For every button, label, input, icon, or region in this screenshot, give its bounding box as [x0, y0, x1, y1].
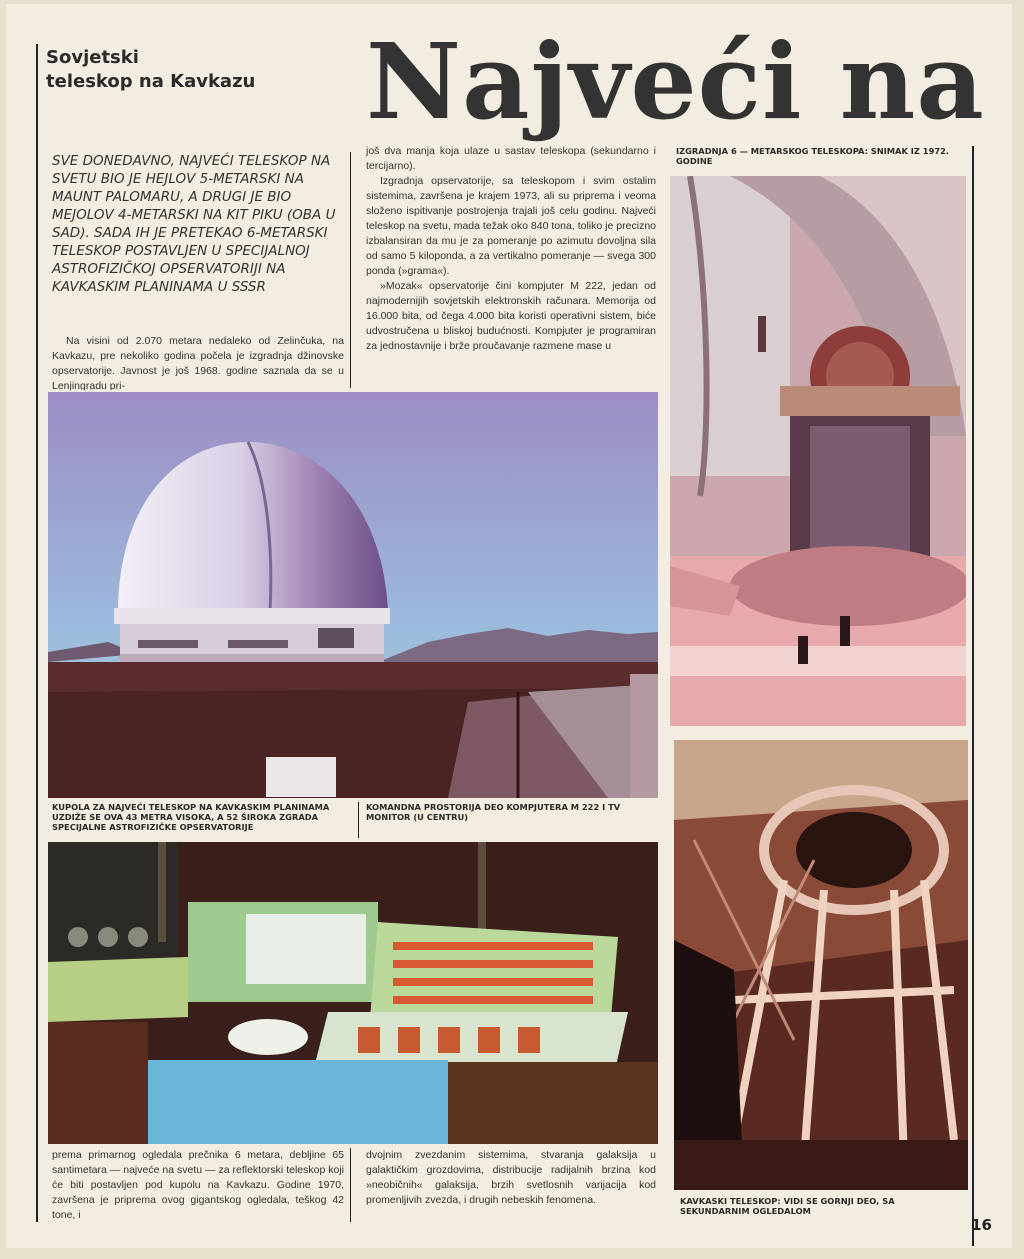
lead-bracket — [350, 152, 351, 388]
magazine-page — [6, 4, 1012, 1248]
body-paragraph: dvojnim zvezdanim sistemima, stvaranja galaksija u galaktičkim grozdovima, distribucije radijalnih brzina kod »neobičnih« galaksija, brzih svetlosnih varijacija kod promenljivih zvezda, i drugih nebeskih fenomena. — [366, 1149, 656, 1206]
body-text-col1-bottom — [52, 1148, 344, 1226]
dome-photo-caption: KUPOLA ZA NAJVEĆI TELESKOP NA KAVKASKIM PLANINAMA UZDIŽE SE OVA 43 METRA VISOKA, A 52 ŠIROKA ZGRADA SPECIJALNE ASTROFIZIČKE OPSERVATORIJE — [52, 802, 330, 832]
caption-divider — [358, 802, 359, 838]
control-room-photo — [48, 842, 658, 1144]
headline: Najveći na — [366, 22, 985, 142]
telescope-structure-photo — [674, 740, 968, 1190]
body-text-col1-top — [52, 334, 344, 390]
lead-paragraph: SVE DONEDAVNO, NAJVEĆI TELESKOP NA SVETU BIO JE HEJLOV 5-METARSKI NA MAUNT PALOMARU, A DRUGI JE BIO MEJOLOV 4-METARSKI NA KIT PIKU (OBA U SAD). SADA IH JE PRETEKAO 6-METARSKI TELESKOP POSTAVLJEN U SPECIJALNOJ ASTROFIZIČKOJ OPSERVATORIJI NA KAVKASKIM PLANINAMA U SSSR — [52, 153, 336, 295]
body-paragraph: prema primarnog ogledala prečnika 6 metara, debljine 65 santimetara — najveće na svetu — za reflektorski teleskop koji će biti postavljen pod kupolu na Kavkazu. Godine 1970, završena je priprema ovog gigantskog ogledala, teškog 42 tone, i — [52, 1149, 344, 1221]
right-column-rule — [972, 146, 974, 1246]
left-column-rule — [36, 44, 38, 1222]
body-paragraph: još dva manja koja ulaze u sastav teleskopa (sekundarno i tercijarno). — [366, 145, 656, 172]
page-number: 16 — [971, 1216, 992, 1234]
body-paragraph: Izgradnja opservatorije, sa teleskopom i svim ostalim sistemima, završena je krajem 1973, ali su priprema i veoma složeno ispitivanje postrojenja trajali još celu godinu. Najveći teleskop na svetu, mada težak oko 840 tona, toliko je precizno izbalansiran da mu je za pomeranje po azimutu dovoljna sila od samo 5 kiloponda, a za vertikalno pomeranje — svega 300 ponda (»grama«). — [366, 175, 656, 277]
telescope-structure-caption: KAVKASKI TELESKOP: VIDI SE GORNJI DEO, SA SEKUNDARNIM OGLEDALOM — [680, 1196, 895, 1216]
telescope-construction-photo — [670, 176, 966, 726]
body-paragraph: »Mozak« opservatorije čini kompjuter M 222, jedan od najmodernijih sovjetskih elektronskih računara. Memorija od 16.000 bita, od čega 4.000 bita koristi operativni sistem, biće udvostručena u bliskoj budućnosti. Kompjuter je programiran za jednostavnije i brže proučavanje razmene mase u — [366, 280, 656, 352]
body-text-col2-top — [366, 144, 656, 388]
body-paragraph: Na visini od 2.070 metara nedaleko od Zelinčuka, na Kavkazu, pre nekoliko godina počela je izgradnja džinovske opservatorije. Javnost je još 1968. godine saznala da se u Lenjingradu pri- — [52, 335, 344, 390]
observatory-dome-photo — [48, 392, 658, 798]
control-room-caption: KOMANDNA PROSTORIJA DEO KOMPJUTERA M 222 I TV MONITOR (U CENTRU) — [366, 802, 621, 822]
construction-photo-caption: IZGRADNJA 6 — METARSKOG TELESKOPA: SNIMAK IZ 1972. GODINE — [676, 146, 950, 166]
kicker-title: Sovjetski teleskop na Kavkazu — [46, 47, 256, 92]
bottom-bracket — [350, 1148, 351, 1222]
body-text-col2-bottom — [366, 1148, 656, 1226]
